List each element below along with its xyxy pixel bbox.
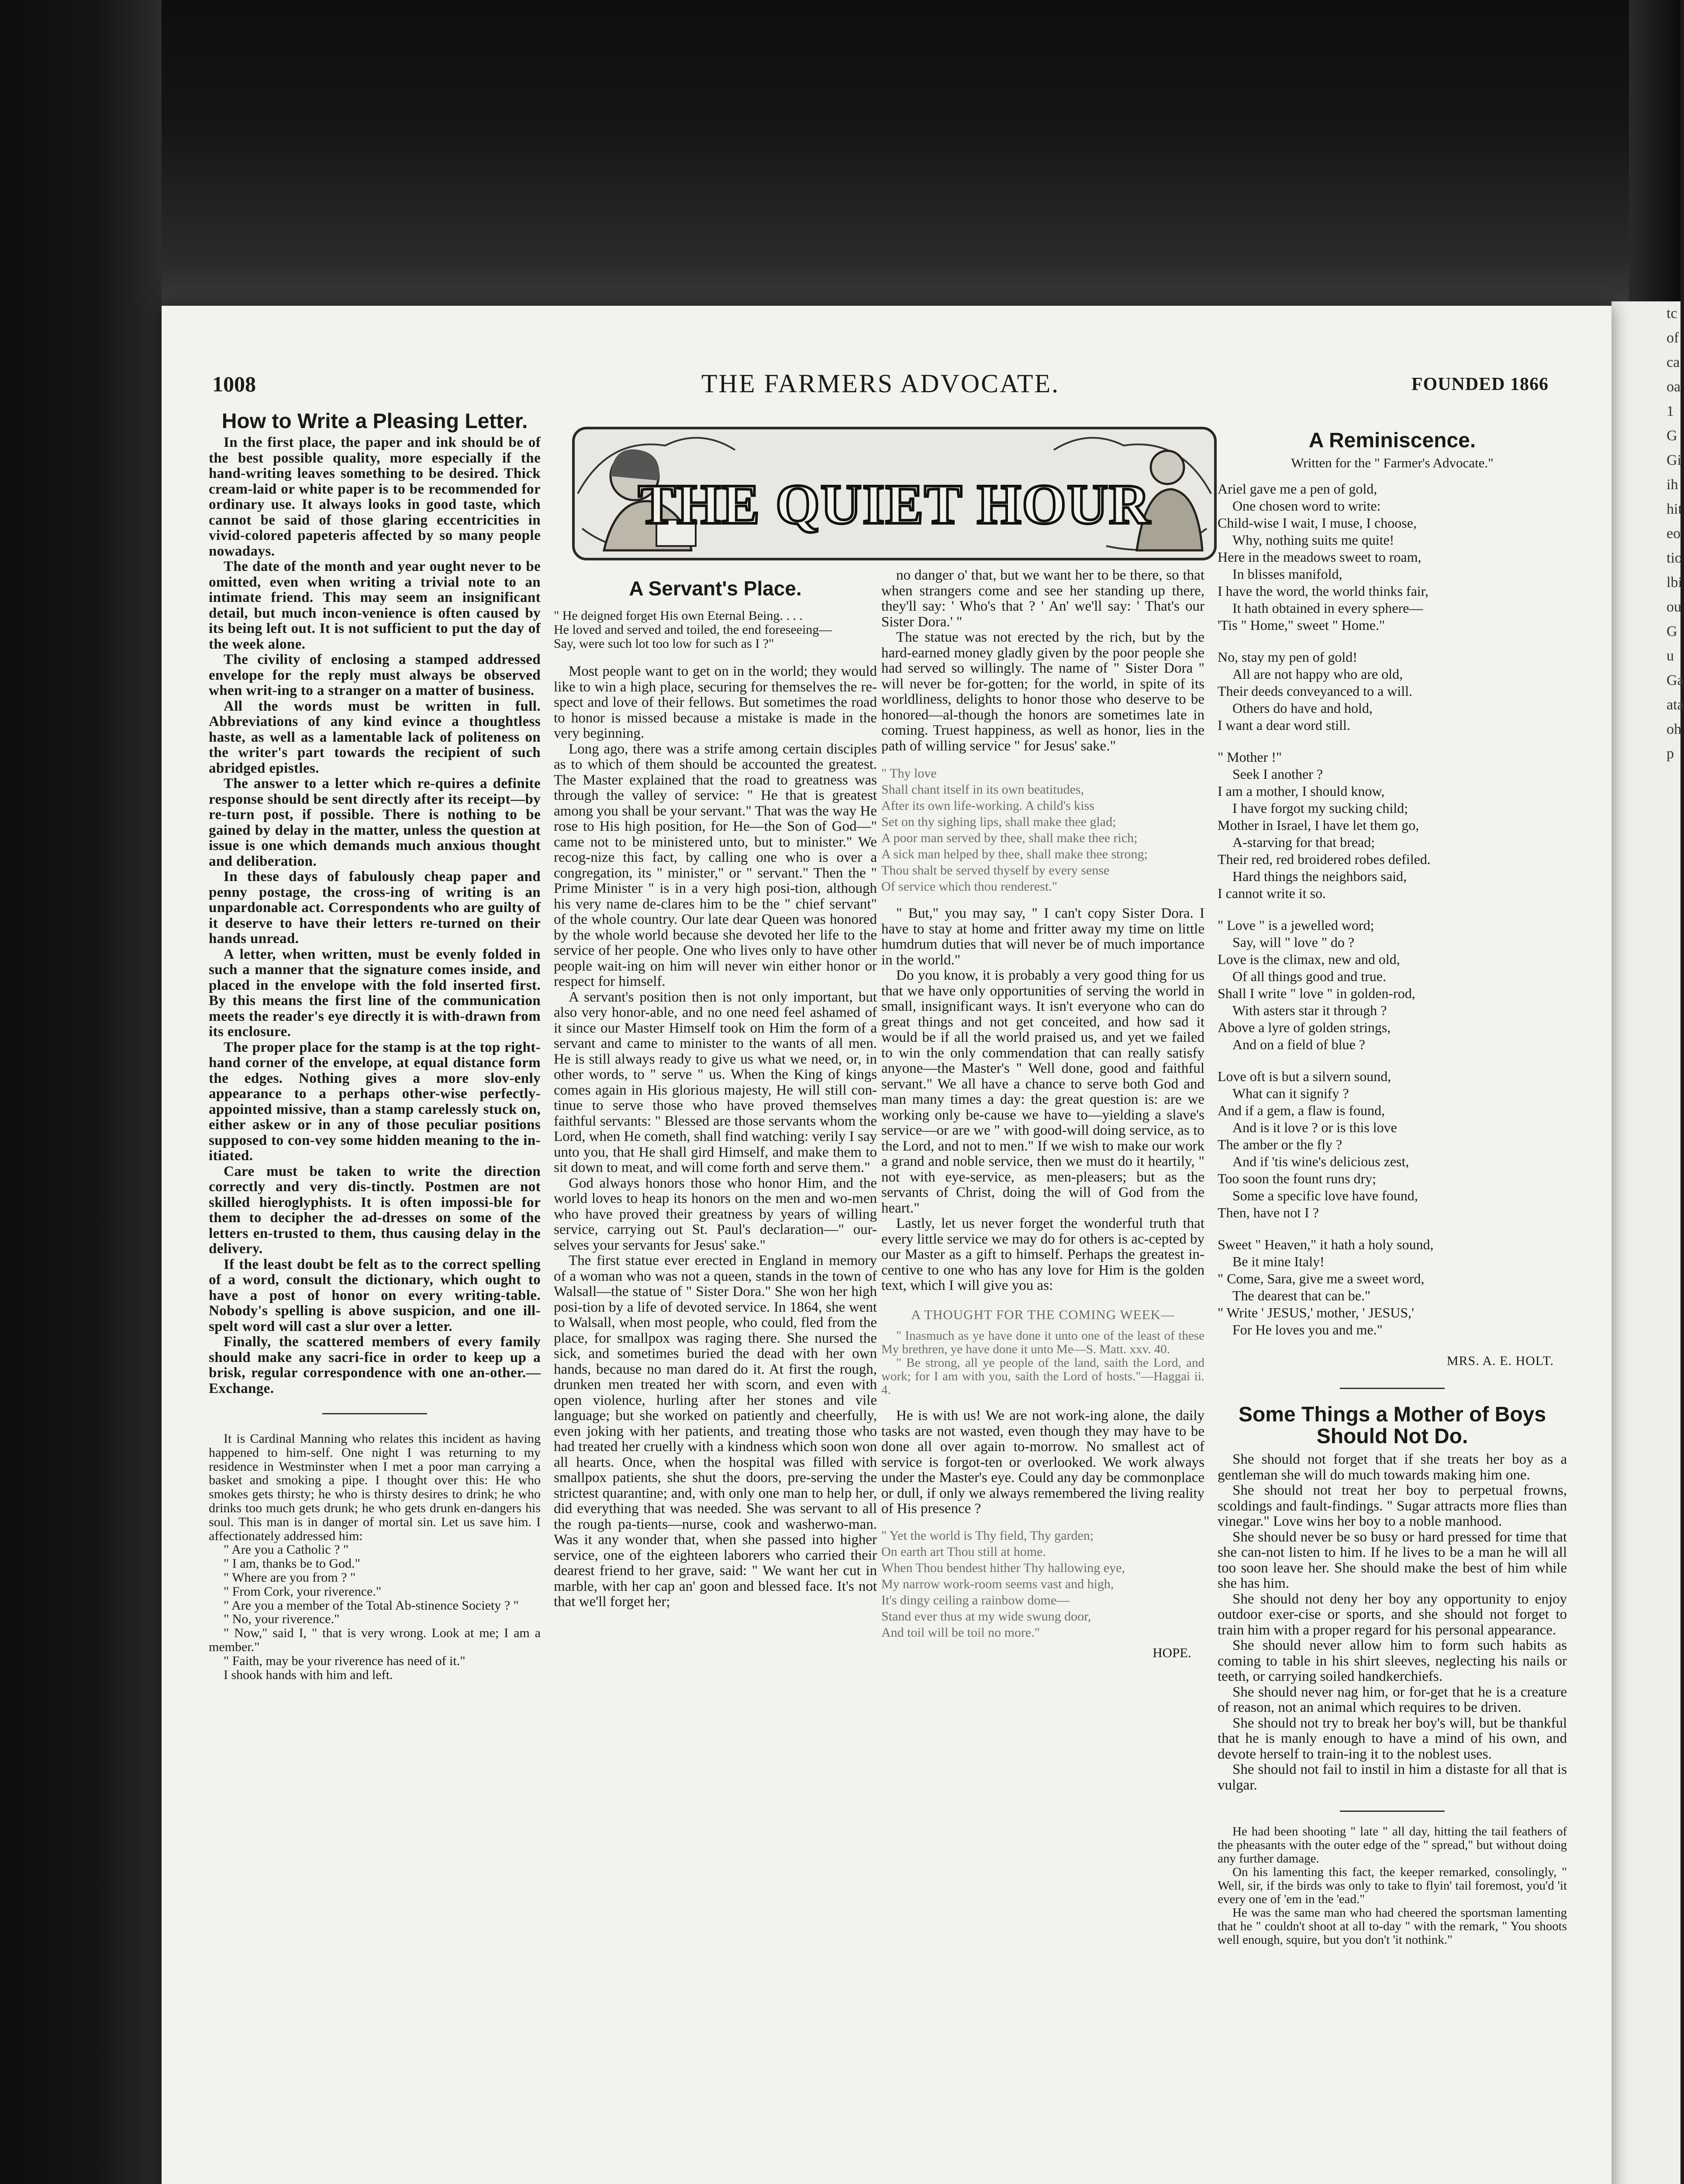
- poem-line: A-starving for that bread;: [1232, 834, 1375, 850]
- poem-line: The amber or the fly ?: [1218, 1136, 1342, 1152]
- poem-line: I have forgot my sucking child;: [1232, 800, 1408, 816]
- anecdote-line: " From Cork, your riverence.": [224, 1584, 382, 1599]
- paragraph: She should not fail to instil in him a distaste for all that is vulgar.: [1218, 1762, 1567, 1793]
- adjacent-page-text: tcofcaoa1GGiihhiteotiolbiouGuGaataohp: [1667, 305, 1684, 762]
- scripture-quotes: [881, 1329, 1204, 1397]
- paragraph: The date of the month and year ought never to be omitted, even when writing a trivial note to an intimate friend. This may seem an insignificant detail, but much incon-venience is often caused by its being left out. It is not sufficient to put the day of the week alone.: [209, 559, 541, 652]
- cardinal-manning-anecdote: [209, 1432, 541, 1682]
- poem-stanza: [1218, 1236, 1567, 1338]
- anecdote-line: " Now," said I, " that is very wrong. Look at me; I am a member.": [209, 1626, 541, 1654]
- yet-the-world-poem: [881, 1527, 1204, 1641]
- poem-line: After its own life-working. A child's kiss: [881, 798, 1094, 813]
- article-title-pleasing-letter: How to Write a Pleasing Letter.: [221, 410, 528, 433]
- epigraph: [554, 609, 877, 651]
- sister-dora-continued: [881, 568, 1204, 754]
- poem-line: Of all things good and true.: [1232, 968, 1386, 984]
- poem-line: Be it mine Italy!: [1232, 1253, 1325, 1269]
- scan-background-top: [0, 0, 1681, 306]
- paragraph: A letter, when written, must be evenly folded in such a manner that the signature comes inside, and placed in the envelope with the fold inserted first. By this means the first line of the communication meets the reader's eye directly it is with-drawn from its enclosure.: [209, 946, 541, 1040]
- section-divider: [1340, 1388, 1445, 1389]
- poem-line: What can it signify ?: [1232, 1085, 1349, 1101]
- column-letter-writing: [209, 411, 541, 2184]
- humdrum-duties-body: [881, 906, 1204, 1294]
- poem-line: Shall I write " love " in golden-rod,: [1218, 985, 1415, 1001]
- anecdote-line: He was the same man who had cheered the sportsman lamenting that he " couldn't shoot at all to-day " with the remark, " You shoots well enough, squire, but you don't 'it nothink.": [1218, 1906, 1567, 1947]
- poem-line: Set on thy sighing lips, shall make thee glad;: [881, 815, 1116, 829]
- poem-line: For He loves you and me.": [1232, 1321, 1383, 1337]
- paragraph: She should not try to break her boy's will, but be thankful that he is manly enough to have a mind of his own, and devote herself to train-ing it to the noblest uses.: [1218, 1715, 1567, 1762]
- poem-line: Say, will " love " do ?: [1232, 934, 1355, 950]
- paragraph: The civility of enclosing a stamped addressed envelope for the reply must always be observed when writ-ing to a stranger on a matter of business.: [209, 652, 541, 698]
- poem-line: When Thou bendest hither Thy hallowing eye,: [881, 1560, 1125, 1575]
- column-reminiscence: [1218, 411, 1567, 2184]
- epigraph-line: Say, were such lot too low for such as I ?": [554, 636, 774, 651]
- anecdote-line: He had been shooting " late " all day, hitting the tail feathers of the pheasants with the outer edge of the " spread," but without doing any further damage.: [1218, 1825, 1567, 1866]
- poem-line: Others do have and hold,: [1232, 700, 1373, 716]
- reminiscence-poem: [1218, 480, 1567, 1338]
- paragraph: A servant's position then is not only important, but also very honor-able, and no one need feel ashamed of it since our Master Himself took on Him the form of a servant and came to minister to the wants of all men. He is still always ready to give us what we need, or, in other words, to " serve " us. When the King of kings comes again in His glorious majesty, He will still con-tinue to serve those who have proved themselves faithful servants: " Blessed are those servants whom the Lord, when He cometh, shall find watching: verily I say unto you, that He shall gird Himself, and make them to sit down to meat, and will come forth and serve them.": [554, 989, 877, 1175]
- founded-line: FOUNDED 1866: [1411, 374, 1549, 394]
- paragraph: In these days of fabulously cheap paper and penny postage, the cross-ing of writing is an unpardonable act. Correspondents who are guilty of it deserve to have their letters re-turned on their hands unread.: [209, 869, 541, 947]
- paragraph: Long ago, there was a strife among certain disciples as to which of them should be accounted the greatest. The Master explained that the road to greatness was through the valley of service: " He that is greatest among you shall be your servant." That was the way He rose to His high position, for He—the Son of God—" came not to be ministered unto, but to minister." We recog-nize this fact, by calling one who is over a congregation, its " minister," or " servant." Then the " Prime Minister " is in a very high posi-tion, although his very name de-clares him to be the " chief servant" of the whole country. Our late dear Queen was honored by the whole world because she devoted her life to the service of her people. One who lives only to have other people wait-ing on him will never win either honor or respect for himself.: [554, 741, 877, 989]
- poem-line: A sick man helped by thee, shall make thee strong;: [881, 847, 1148, 861]
- paragraph: God always honors those who honor Him, and the world loves to heap its honors on the men and wo-men who have proved their greatness by years of willing service, carrying out St. Paul's declaration—" our-selves your servants for Jesus' sake.": [554, 1175, 877, 1253]
- poem-line: Seek I another ?: [1232, 766, 1323, 782]
- column-servants-place-continued: [881, 568, 1204, 2184]
- poem-line: " Yet the world is Thy field, Thy garden;: [881, 1528, 1094, 1543]
- letter-article-body: [209, 435, 541, 1396]
- poem-line: A poor man served by thee, shall make thee rich;: [881, 831, 1138, 845]
- poem-line: Then, have not I ?: [1218, 1204, 1319, 1220]
- article-title-mother-of-boys: Some Things a Mother of Boys Should Not Do.: [1238, 1403, 1546, 1448]
- signature-hope: HOPE.: [1153, 1645, 1191, 1660]
- poem-stanza: [1218, 1068, 1567, 1221]
- poem-line: Why, nothing suits me quite!: [1232, 532, 1394, 548]
- paragraph: Finally, the scattered members of every family should make any sacri-fice in order to keep up a brisk, regular correspondence with one an-other.—Exchange.: [209, 1334, 541, 1396]
- poem-line: And if a gem, a flaw is found,: [1218, 1102, 1385, 1118]
- paragraph: Lastly, let us never forget the wonderful truth that every little service we may do for others is ac-cepted by our Master as a gift to himself. Perhaps the greatest in-centive to one who has any love for Him is the golden text, which I will give you as:: [881, 1216, 1204, 1293]
- scripture-quote: " Be strong, all ye people of the land, saith the Lord, and work; for I am with you, saith the Lord of hosts."—Haggai ii. 4.: [881, 1356, 1204, 1397]
- thy-love-poem: [881, 765, 1204, 895]
- paragraph: She should never nag him, or for-get that he is a creature of reason, not an animal which requires to be driven.: [1218, 1684, 1567, 1715]
- paragraph: The answer to a letter which re-quires a definite response should be sent directly after its receipt—by re-turn post, if possible. There is nothing to be gained by delay in the matter, unless the question at issue is one which demands much anxious thought and deliberation.: [209, 776, 541, 869]
- poem-line: " Come, Sara, give me a sweet word,: [1218, 1270, 1425, 1286]
- poem-line: Ariel gave me a pen of gold,: [1218, 480, 1377, 497]
- mother-of-boys-body: [1218, 1452, 1567, 1793]
- anecdote-line: On his lamenting this fact, the keeper remarked, consolingly, " Well, sir, if the birds was only to take to flyin' tail foremost, you'd 'it every one of 'em in the 'ead.": [1218, 1865, 1567, 1906]
- article-title-reminiscence: A Reminiscence.: [1308, 429, 1476, 452]
- poem-line: With asters star it through ?: [1232, 1002, 1387, 1018]
- anecdote-line: It is Cardinal Manning who relates this incident as having happened to him-self. One night I was returning to my residence in Westminster when I met a poor man carrying a basket and smoking a pipe. I thought over this: He who smokes gets thirsty; he who is thirsty desires to drink; he who drinks too much gets drunk; he who gets drunk en-dangers his soul. This man is in danger of mortal sin. Let us save him. I affectionately addressed him:: [209, 1431, 541, 1543]
- poem-stanza: [1218, 649, 1567, 734]
- poem-line: The dearest that can be.": [1232, 1287, 1371, 1303]
- poem-line: And is it love ? or is this love: [1232, 1119, 1397, 1135]
- paragraph: In the first place, the paper and ink should be of the best possible quality, more especially if the hand-writing leaves something to be desired. Thick cream-laid or white paper is to be recommended for ordinary use. It always looks in good taste, which cannot be said of those glaring eccentricities in vivid-colored papeteris affected by so many people nowadays.: [209, 435, 541, 559]
- newspaper-page: [162, 306, 1612, 2184]
- poem-line: In blisses manifold,: [1232, 566, 1342, 582]
- poem-line: Love is the climax, new and old,: [1218, 951, 1400, 967]
- poem-line: Their red, red broidered robes defiled.: [1218, 851, 1431, 867]
- poem-stanza: [1218, 749, 1567, 902]
- poem-line: I cannot write it so.: [1218, 885, 1326, 901]
- poem-line: Child-wise I wait, I muse, I choose,: [1218, 515, 1417, 531]
- paragraph: The statue was not erected by the rich, but by the hard-earned money gladly given by the poor people she had served so willingly. The name of " Sister Dora " will never be for-gotten; for the world, in spite of its worldliness, delights to honor those who deserve to be honored—al-though the honors are sometimes late in coming. Truest happiness, as well as honor, lies in the path of willing service " for Jesus' sake.": [881, 629, 1204, 754]
- poem-stanza: [1218, 480, 1567, 634]
- epigraph-line: He loved and served and toiled, the end foreseeing—: [554, 622, 832, 637]
- quiet-hour-banner: [554, 419, 1235, 563]
- poem-line: On earth art Thou still at home.: [881, 1544, 1046, 1559]
- paragraph: She should never be so busy or hard pressed for time that she can-not listen to him. If he lives to be a man he will all too soon leave her. She should make the best of him while she has him.: [1218, 1529, 1567, 1591]
- poem-line: Of service which thou renderest.": [881, 879, 1057, 894]
- poem-line: I have the word, the world thinks fair,: [1218, 583, 1429, 599]
- anecdote-line: " I am, thanks be to God.": [224, 1556, 360, 1571]
- poem-line: Their deeds conveyanced to a will.: [1218, 683, 1413, 699]
- anecdote-line: " Where are you from ? ": [224, 1570, 356, 1585]
- scripture-quote: " Inasmuch as ye have done it unto one of the least of these My brethren, ye have done it unto Me—S. Matt. xxv. 40.: [881, 1329, 1204, 1356]
- paragraph: She should never allow him to form such habits as coming to table in his shirt sleeves, neglecting his nails or teeth, or carrying soiled handkerchiefs.: [1218, 1638, 1567, 1684]
- paragraph: If the least doubt be felt as to the correct spelling of a word, consult the dictionary, which ought to have a post of honor on every writing-table. Nobody's spelling is above suspicion, and one ill-spelt word will cast a slur over a letter.: [209, 1256, 541, 1334]
- page-header: [212, 371, 1549, 402]
- article-title-servants-place: A Servant's Place.: [629, 577, 802, 600]
- poem-line: Stand ever thus at my wide swung door,: [881, 1609, 1091, 1624]
- poem-line: Thou shalt be served thyself by every sense: [881, 863, 1110, 878]
- paragraph: She should not forget that if she treats her boy as a gentleman she will do much towards making him one.: [1218, 1451, 1567, 1483]
- poem-line: Love oft is but a silvern sound,: [1218, 1068, 1391, 1084]
- quiet-hour-section: [554, 411, 1204, 566]
- anecdote-line: " Faith, may be your riverence has need of it.": [224, 1653, 466, 1668]
- section-divider: [322, 1413, 427, 1414]
- poem-line: It hath obtained in every sphere—: [1232, 600, 1423, 616]
- poem-line: It's dingy ceiling a rainbow dome—: [881, 1593, 1070, 1607]
- poem-line: " Love " is a jewelled word;: [1218, 917, 1374, 933]
- poem-line: Above a lyre of golden strings,: [1218, 1019, 1391, 1035]
- poem-line: " Write ' JESUS,' mother, ' JESUS,': [1218, 1304, 1414, 1320]
- poem-line: Too soon the fount runs dry;: [1218, 1170, 1377, 1186]
- paragraph: The first statue ever erected in England in memory of a woman who was not a queen, stands in the town of Walsall—the statue of " Sister Dora." She won her high posi-tion by a life of devoted service. In 1864, she went to Walsall, when most people, who could, fled from the place, for smallpox was raging there. She nursed the sick, and sometimes buried the dead with her own hands, because no man dared do it. At first the rough, drunken men treated her with scorn, and even with open violence, hurling after her stones and vile language; but she worked on patiently and cheerfully, even joking with her patients, and treating those who had treated her cruelly with a kindness which soon won all hearts. Once, when the hospital was filled with smallpox patients, she shut the doors, pre-serving the strictest quarantine; and, with only one man to help her, did everything that was needed. She was servant to all the rough pa-tients—nurse, cook and washerwo-man. Was it any wonder that, when she passed into higher service, one of the eighteen laborers who carried their dearest friend to her grave, said: " We want her cut in marble, with her cap an' goon and blessed face. It's not that we'll forget her;: [554, 1253, 877, 1610]
- paragraph: She should not deny her boy any opportunity to enjoy outdoor exer-cise or sports, and she should not forget to train him with a proper regard for his personal appearance.: [1218, 1591, 1567, 1638]
- paragraph: Most people want to get on in the world; they would like to win a high place, securing for themselves the re-spect and love of their fellows. But sometimes the road to honor is missed because a mistake is made in the very beginning.: [554, 663, 877, 741]
- scan-background-left: [0, 0, 162, 2184]
- poem-line: Sweet " Heaven," it hath a holy sound,: [1218, 1236, 1434, 1252]
- closing-paragraph: He is with us! We are not work-ing alone, the daily tasks are not wasted, even though they may have to be done all over again to-morrow. No smallest act of service is forgot-ten or overlooked. We work always under the Master's eye. Could any day be commonplace or dull, if only we always remembered the living reality of His presence ?: [881, 1408, 1204, 1517]
- anecdote-line: I shook hands with him and left.: [224, 1667, 393, 1682]
- masthead-title: THE FARMERS ADVOCATE.: [701, 369, 1060, 398]
- paragraph: " But," you may say, " I can't copy Sister Dora. I have to stay at home and fritter away my time on little humdrum duties that will never be of much importance in the world.": [881, 905, 1204, 968]
- poem-line: No, stay my pen of gold!: [1218, 649, 1357, 665]
- poem-line: Shall chant itself in its own beatitudes,: [881, 782, 1084, 797]
- poem-line: I am a mother, I should know,: [1218, 783, 1385, 799]
- paragraph: Do you know, it is probably a very good thing for us that we have only opportunities of serving the world in small, insignificant ways. It isn't everyone who can do great things and not get conceited, and how sad it would be if all the world praised us, and yet we failed to win the only commendation that can really satisfy anyone—the Master's " Well done, good and faithful servant." We all have a chance to serve both God and man many times a day: the great question is: are we working only be-cause we have to—yielding a slave's service—or are we " with good-will doing service, as to the Lord, and not to men." If we wish to make our work a grand and noble service, then we must do it heartily, " not with eye-service, as men-pleasers; but as the servants of Christ, doing the will of God from the heart.": [881, 968, 1204, 1216]
- poem-line: All are not happy who are old,: [1232, 666, 1403, 682]
- poem-line: I want a dear word still.: [1218, 717, 1350, 733]
- section-divider: [1340, 1811, 1445, 1812]
- poem-line: Mother in Israel, I have let them go,: [1218, 817, 1419, 833]
- thought-for-week-heading: A THOUGHT FOR THE COMING WEEK—: [911, 1306, 1175, 1322]
- adjacent-page-edge: [1612, 301, 1684, 2184]
- servants-place-body: [554, 664, 877, 1610]
- poem-stanza: [1218, 917, 1567, 1053]
- poem-line: " Thy love: [881, 766, 937, 781]
- epigraph-line: " He deigned forget His own Eternal Being. . . .: [554, 608, 803, 623]
- poem-line: Here in the meadows sweet to roam,: [1218, 549, 1422, 565]
- poem-line: And if 'tis wine's delicious zest,: [1232, 1153, 1409, 1169]
- shooting-anecdote: [1218, 1825, 1567, 1947]
- anecdote-line: " Are you a Catholic ? ": [224, 1542, 349, 1557]
- paragraph: Care must be taken to write the direction correctly and very dis-tinctly. Postmen are not skilled hieroglyphists. It is often impossi-ble for them to decipher the ad-dresses on some of the letters en-trusted to them, thus causing delay in the delivery.: [209, 1163, 541, 1257]
- paragraph: no danger o' that, but we want her to be there, so that when strangers come and see her standing up there, they'll say: ' Who's that ? ' An' we'll say: ' That's our Sister Dora.' ": [881, 567, 1204, 630]
- poem-line: And on a field of blue ?: [1232, 1036, 1365, 1052]
- anecdote-line: " No, your riverence.": [224, 1612, 340, 1627]
- written-for-line: Written for the " Farmer's Advocate.": [1291, 455, 1494, 470]
- poem-line: Hard things the neighbors said,: [1232, 868, 1407, 884]
- column-servants-place: [554, 568, 877, 2184]
- anecdote-line: " Are you a member of the Total Ab-stinence Society ? ": [224, 1598, 519, 1613]
- poem-author: MRS. A. E. HOLT.: [1446, 1353, 1554, 1368]
- poem-line: Some a specific love have found,: [1232, 1187, 1418, 1203]
- paragraph: All the words must be written in full. Abbreviations of any kind evince a thoughtless haste, as well as a lamentable lack of politeness on the writer's part towards the recipient of such abridged epistles.: [209, 698, 541, 776]
- poem-line: 'Tis " Home," sweet " Home.": [1218, 617, 1385, 633]
- poem-line: My narrow work-room seems vast and high,: [881, 1576, 1114, 1591]
- page-number: 1008: [212, 372, 256, 396]
- poem-line: One chosen word to write:: [1232, 498, 1381, 514]
- poem-line: And toil will be toil no more.": [881, 1625, 1040, 1640]
- quiet-hour-banner-text: THE QUIET HOUR: [638, 473, 1151, 536]
- paragraph: The proper place for the stamp is at the top right-hand corner of the envelope, at equal distance form the edges. Nothing gives a more slov-enly appearance to a perhaps other-wise perfectly-appointed missive, than a stamp carelessly stuck on, either askew or in any of those peculiar positions supposed to con-vey some hidden meaning to the in-itiated.: [209, 1039, 541, 1164]
- poem-line: " Mother !": [1218, 749, 1282, 765]
- paragraph: She should not treat her boy to perpetual frowns, scoldings and fault-findings. " Sugar attracts more flies than vinegar." Love wins her boy to a noble manhood.: [1218, 1482, 1567, 1529]
